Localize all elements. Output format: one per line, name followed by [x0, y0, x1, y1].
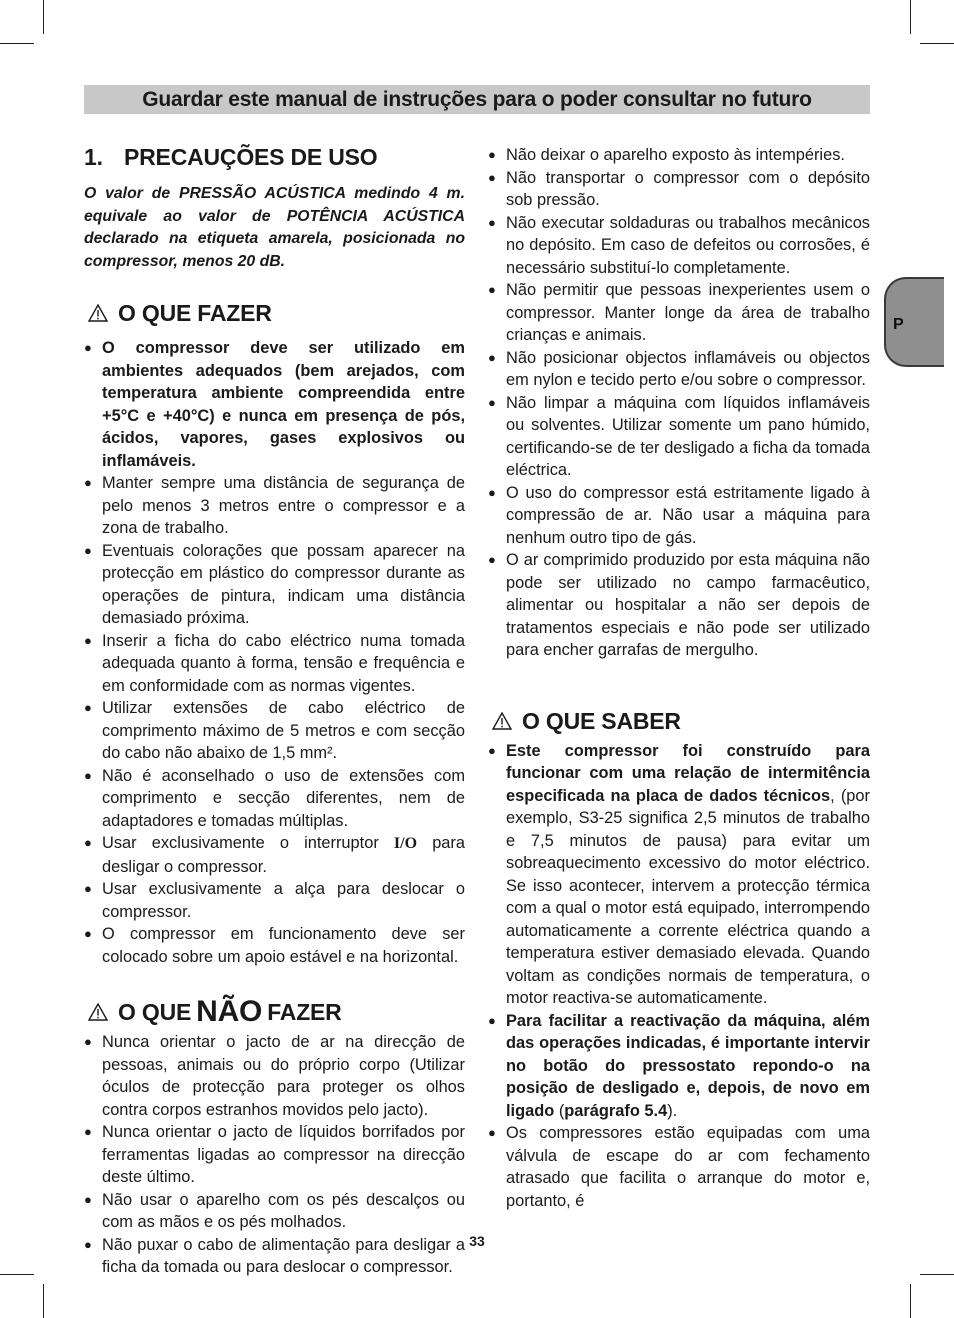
list-item: ● Os compressores estão equipadas com uma válvula de escape do ar com fechamento atrasado que facilita o arranque do motor e, portanto, é [488, 1124, 870, 1210]
list-item: ● Não executar soldaduras ou trabalhos mecânicos no depósito. Em caso de defeitos ou corrosões, é necessário substituí-lo completamente. [488, 213, 870, 277]
list-item: ● Não puxar o cabo de alimentação para desligar a ficha da tomada ou para deslocar o compressor. [84, 1235, 465, 1276]
list-item: ● O ar comprimido produzido por esta máquina não pode ser utilizado no campo farmacêutico, alimentar ou hospitalar a não ser depois de tratamentos especiais e não pode ser utilizado para encher garrafas de mergulho. [488, 551, 870, 659]
dont-title-c: FAZER [267, 999, 342, 1025]
know-heading [488, 706, 870, 736]
section-title: PRECAUÇÕES DE USO [124, 144, 378, 170]
list-item: ● Não limpar a máquina com líquidos inflamáveis ou solventes. Utilizar somente um pano húmido, certificando-se de ter desligado a ficha da tomada eléctrica. [488, 393, 870, 479]
crop-mark [43, 0, 44, 34]
page-banner: Guardar este manual de instruções para o poder consultar no futuro [84, 85, 870, 114]
do-heading [84, 298, 465, 328]
list-item: ● Não posicionar objectos inflamáveis ou objectos em nylon e tecido perto e/ou sobre o compressor. [488, 348, 870, 389]
list-item: ● O uso do compressor está estritamente ligado à compressão de ar. Não usar a máquina para nenhum outro tipo de gás. [488, 483, 870, 547]
dont-title-b: NÃO [196, 995, 263, 1028]
crop-mark [920, 43, 954, 44]
crop-mark [910, 1284, 911, 1318]
crop-mark [0, 43, 34, 44]
warning-triangle-icon [88, 304, 108, 322]
list-item: ● Nunca orientar o jacto de ar na direcção de pessoas, animais ou do próprio corpo (Utilizar óculos de protecção para proteger os olhos contra corpos estranhos movidos pelo jacto). [84, 1033, 465, 1119]
list-item: ● Para facilitar a reactivação da máquina, além das operações indicadas, é importante intervir no botão do pressostato repondo-o na posição de desligado e, depois, de novo em ligado (parágrafo 5.4). [488, 1011, 870, 1120]
list-item: ● Manter sempre uma distância de segurança de pelo menos 3 metros entre o compressor e a zona de trabalho. [84, 474, 465, 537]
crop-mark [910, 0, 911, 34]
warning-triangle-icon [88, 1003, 108, 1021]
language-tab [884, 277, 944, 367]
list-item: ● Utilizar extensões de cabo eléctrico de comprimento máximo de 5 metros e com secção do cabo não abaixo de 1,5 mm². [84, 699, 465, 762]
list-item: ● O compressor deve ser utilizado em ambientes adequados (bem arejados, com temperatura ambiente compreendida entre +5°C e +40°C) e nunca em presença de pós, ácidos, vapores, gases explosivos ou inflamáveis. [84, 339, 465, 470]
list-item: ● Eventuais colorações que possam aparecer na protecção em plástico do compressor durante as operações de pintura, indicam uma distância demasiado próxima. [84, 541, 465, 627]
warning-triangle-icon [492, 712, 512, 730]
crop-mark [0, 1274, 34, 1275]
dont-list-right [488, 144, 870, 662]
paragraph-reference: parágrafo 5.4 [564, 1101, 668, 1120]
list-item: ● Este compressor foi construído para funcionar com uma relação de intermitência especificada na placa de dados técnicos, (por exemplo, S3-25 significa 2,5 minutos de trabalho e 7,5 minutos de pausa) para evitar um sobreaquecimento excessivo do motor eléctrico. Se isso acontecer, intervem a protecção térmica com a qual o motor está equipado, interrompendo automaticamente a corrente eléctrica quando a temperatura estiver demasiado elevada. Quando voltam as condições normais de temperatura, o motor reactiva-se automaticamente. [488, 741, 870, 1007]
list-item: ● Não deixar o aparelho exposto às intempéries. [488, 146, 845, 164]
list-item: ● Usar exclusivamente a alça para deslocar o compressor. [84, 880, 465, 921]
io-switch-symbol: I/O [393, 835, 418, 852]
list-item: ● Não usar o aparelho com os pés descalços ou com as mãos e os pés molhados. [84, 1190, 465, 1231]
crop-mark [920, 1274, 954, 1275]
acoustic-note: O valor de PRESSÃO ACÚSTICA medindo 4 m. equivale ao valor de POTÊNCIA ACÚSTICA declarado na etiqueta amarela, posicionada no compressor, menos 20 dB. [84, 185, 465, 270]
list-item: ● Não permitir que pessoas inexperientes usem o compressor. Manter longe da área de trabalho crianças e animais. [488, 281, 870, 344]
right-column [488, 144, 870, 1212]
do-title: O QUE FAZER [118, 300, 272, 326]
know-title: O QUE SABER [522, 707, 681, 734]
section-number: 1. [84, 144, 103, 170]
page-number: 33 [469, 1233, 485, 1249]
dont-title-a: O QUE [118, 999, 192, 1025]
section-heading [84, 143, 465, 171]
list-item: ● Inserir a ficha do cabo eléctrico numa tomada adequada quanto à forma, tensão e frequência e em conformidade com as normas vigentes. [84, 631, 465, 695]
list-item: ● Não é aconselhado o uso de extensões com comprimento e secção diferentes, nem de adaptadores e tomadas múltiplas. [84, 766, 465, 830]
list-item: ● Usar exclusivamente o interruptor I/O para desligar o compressor. [84, 834, 465, 876]
know-list [488, 740, 870, 1213]
language-tab-label: P [893, 316, 904, 333]
crop-mark [43, 1284, 44, 1318]
list-item: ● Não transportar o compressor com o depósito sob pressão. [488, 168, 870, 209]
left-column [84, 143, 465, 1279]
list-item: ● O compressor em funcionamento deve ser colocado sobre um apoio estável e na horizontal. [84, 925, 465, 966]
do-list [84, 337, 465, 968]
dont-heading [84, 997, 465, 1027]
list-item: ● Nunca orientar o jacto de líquidos borrifados por ferramentas ligadas ao compressor na direcção deste último. [84, 1123, 465, 1186]
